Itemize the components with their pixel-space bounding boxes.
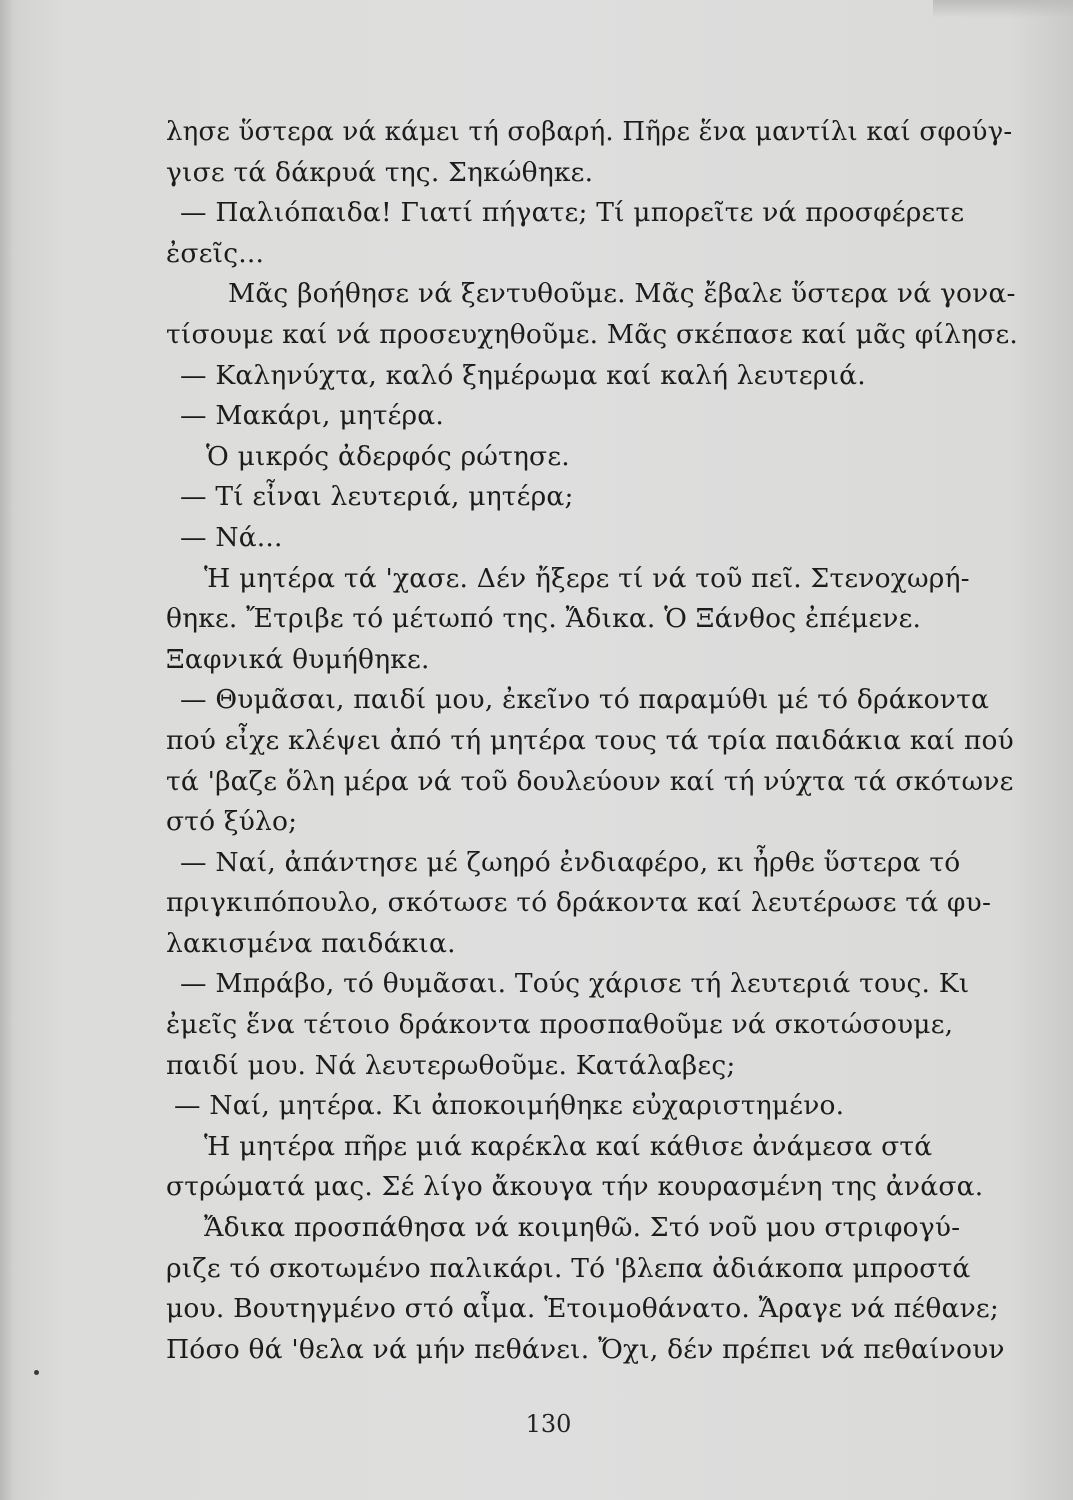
text-line: τά 'βαζε ὅλη μέρα νά τοῦ δουλεύουν καί τή νύχτα τά σκότωνε: [166, 765, 1014, 797]
text-line: παιδί μου. Νά λευτερωθοῦμε. Κατάλαβες;: [166, 1049, 736, 1081]
text-line: λακισμένα παιδάκια.: [166, 927, 456, 959]
text-line: — Καληνύχτα, καλό ξημέρωμα καί καλή λευτεριά.: [180, 359, 866, 391]
text-line: πού εἶχε κλέψει ἀπό τή μητέρα τους τά τρία παιδάκια καί πού: [166, 724, 1014, 756]
text-line: Μᾶς βοήθησε νά ξεντυθοῦμε. Μᾶς ἔβαλε ὕστερα νά γονα-: [228, 278, 1016, 310]
text-line: μου. Βουτηγμένο στό αἷμα. Ἑτοιμοθάνατο. Ἄραγε νά πέθανε;: [166, 1293, 999, 1325]
text-line: ἐσεῖς...: [166, 237, 265, 269]
text-line: Ὁ μικρός ἀδερφός ρώτησε.: [206, 440, 570, 472]
text-line: τίσουμε καί νά προσευχηθοῦμε. Μᾶς σκέπασε καί μᾶς φίλησε.: [166, 318, 1019, 350]
text-line: — Θυμᾶσαι, παιδί μου, ἐκεῖνο τό παραμύθι μέ τό δράκοντα: [180, 684, 990, 716]
text-line: Ἡ μητέρα τά 'χασε. Δέν ἤξερε τί νά τοῦ πεῖ. Στενοχωρή-: [204, 562, 970, 594]
text-line: Ξαφνικά θυμήθηκε.: [166, 643, 430, 675]
text-line: — Μακάρι, μητέρα.: [180, 400, 445, 432]
body-text: [166, 112, 1026, 1370]
text-line: Ἡ μητέρα πῆρε μιά καρέκλα καί κάθισε ἀνάμεσα στά: [204, 1130, 933, 1162]
text-line: γισε τά δάκρυά της. Σηκώθηκε.: [166, 156, 594, 188]
text-line: Ἄδικα προσπάθησα νά κοιμηθῶ. Στό νοῦ μου στριφογύ-: [204, 1212, 961, 1244]
text-line: θηκε. Ἔτριβε τό μέτωπό της. Ἄδικα. Ὁ Ξάνθος ἐπέμενε.: [166, 603, 922, 635]
page-number: 130: [525, 1410, 572, 1438]
text-line: λησε ὕστερα νά κάμει τή σοβαρή. Πῆρε ἕνα μαντίλι καί σφούγ-: [166, 117, 1013, 147]
ink-speck: [34, 1370, 39, 1375]
text-line: — Τί εἶναι λευτεριά, μητέρα;: [180, 481, 574, 513]
text-line: ἐμεῖς ἕνα τέτοιο δράκοντα προσπαθοῦμε νά σκοτώσουμε,: [166, 1009, 954, 1041]
text-line: ριζε τό σκοτωμένο παλικάρι. Τό 'βλεπα ἀδιάκοπα μπροστά: [166, 1252, 971, 1284]
page-edge-shadow: [933, 0, 1073, 18]
text-line: Πόσο θά 'θελα νά μήν πεθάνει. Ὄχι, δέν πρέπει νά πεθαίνουν: [166, 1333, 1005, 1365]
text-line: — Παλιόπαιδα! Γιατί πήγατε; Τί μπορεῖτε νά προσφέρετε: [180, 197, 965, 229]
text-line: στό ξύλο;: [166, 806, 298, 838]
text-line: — Μπράβο, τό θυμᾶσαι. Τούς χάρισε τή λευτεριά τους. Κι: [180, 968, 970, 1000]
text-line: — Ναί, μητέρα. Κι ἀποκοιμήθηκε εὐχαριστημένο.: [174, 1090, 845, 1122]
text-line: — Νά...: [180, 521, 283, 553]
text-line: πριγκιπόπουλο, σκότωσε τό δράκοντα καί λευτέρωσε τά φυ-: [166, 887, 992, 919]
text-line: στρώματά μας. Σέ λίγο ἄκουγα τήν κουρασμένη της ἀνάσα.: [166, 1171, 984, 1203]
text-line: — Ναί, ἀπάντησε μέ ζωηρό ἐνδιαφέρο, κι ἦρθε ὕστερα τό: [180, 846, 961, 878]
